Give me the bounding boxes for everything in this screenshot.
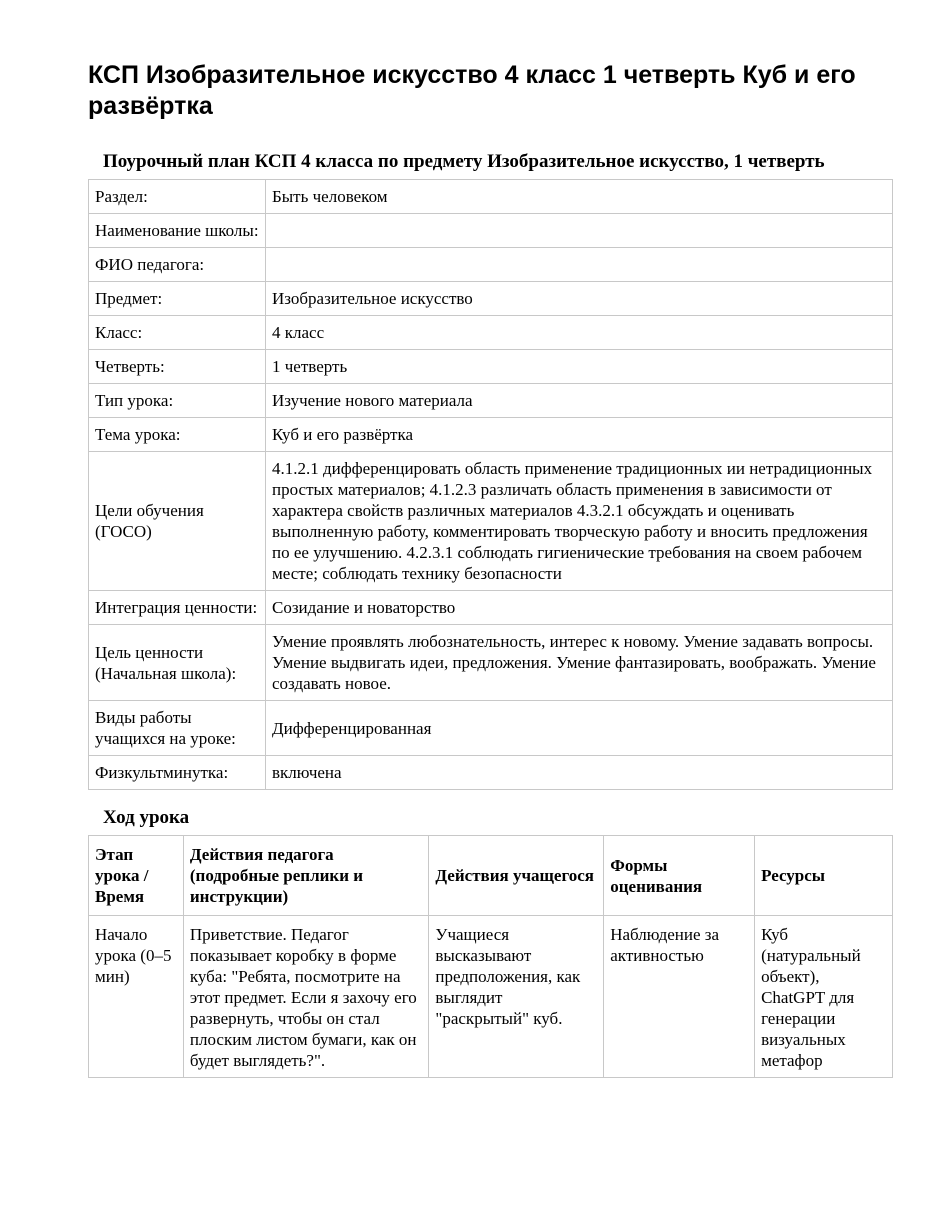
- cell-teacher-actions: Приветствие. Педагог показывает коробку в форме куба: "Ребята, посмотрите на этот предмет. Если я захочу его развернуть, чтобы он стал плоским листом бумаги, как он будет выглядеть?".: [183, 916, 429, 1078]
- table-row: [89, 418, 893, 452]
- info-value-quarter: 1 четверть: [266, 350, 893, 384]
- column-header-student-actions: Действия учащегося: [429, 836, 604, 916]
- info-value-value-goal: Умение проявлять любознательность, интерес к новому. Умение задавать вопросы. Умение выдвигать идеи, предложения. Умение фантазировать, воображать. Умение создавать новое.: [266, 625, 893, 701]
- cell-stage: Начало урока (0–5 мин): [89, 916, 184, 1078]
- info-label-value-goal: Цель ценности (Начальная школа):: [89, 625, 266, 701]
- table-row: [89, 180, 893, 214]
- info-value-work-types: Дифференцированная: [266, 701, 893, 756]
- info-label-topic: Тема урока:: [89, 418, 266, 452]
- column-header-stage: Этап урока / Время: [89, 836, 184, 916]
- info-value-school: [266, 214, 893, 248]
- table-row: [89, 214, 893, 248]
- plan-subtitle: Поурочный план КСП 4 класса по предмету Изобразительное искусство, 1 четверть: [103, 151, 825, 172]
- table-row: [89, 625, 893, 701]
- info-value-topic: Куб и его развёртка: [266, 418, 893, 452]
- info-label-pe-break: Физкультминутка:: [89, 756, 266, 790]
- cell-resources: Куб (натуральный объект), ChatGPT для генерации визуальных метафор: [755, 916, 893, 1078]
- document-title: КСП Изобразительное искусство 4 класс 1 четверть Куб и его развёртка: [88, 61, 856, 120]
- column-header-assessment: Формы оценивания: [604, 836, 755, 916]
- info-value-pe-break: включена: [266, 756, 893, 790]
- table-row: [89, 316, 893, 350]
- table-row: [89, 756, 893, 790]
- info-label-lesson-type: Тип урока:: [89, 384, 266, 418]
- info-value-lesson-type: Изучение нового материала: [266, 384, 893, 418]
- column-header-teacher-actions: Действия педагога (подробные реплики и инструкции): [183, 836, 429, 916]
- info-label-subject: Предмет:: [89, 282, 266, 316]
- info-label-objectives: Цели обучения (ГОСО): [89, 452, 266, 591]
- lesson-info-table: [88, 179, 893, 790]
- info-label-values: Интеграция ценности:: [89, 591, 266, 625]
- info-value-subject: Изобразительное искусство: [266, 282, 893, 316]
- table-row: [89, 248, 893, 282]
- table-row: [89, 384, 893, 418]
- table-row: [89, 452, 893, 591]
- info-value-values: Созидание и новаторство: [266, 591, 893, 625]
- cell-student-actions: Учащиеся высказывают предположения, как выглядит "раскрытый" куб.: [429, 916, 604, 1078]
- table-row: [89, 701, 893, 756]
- info-value-objectives: 4.1.2.1 дифференцировать область применение традиционных ии нетрадиционных простых материалов; 4.1.2.3 различать область применения в зависимости от характера свойств различных материалов 4.3.2.1 обсуждать и оценивать выполненную работу, комментировать творческую работу и вносить предложения по ее улучшению. 4.2.3.1 соблюдать гигиенические требования на своем рабочем месте; соблюдать технику безопасности: [266, 452, 893, 591]
- column-header-resources: Ресурсы: [755, 836, 893, 916]
- table-row: [89, 350, 893, 384]
- table-header-row: [89, 836, 893, 916]
- table-row: [89, 916, 893, 1078]
- info-label-work-types: Виды работы учащихся на уроке:: [89, 701, 266, 756]
- info-label-section: Раздел:: [89, 180, 266, 214]
- info-label-quarter: Четверть:: [89, 350, 266, 384]
- lesson-progress-table: [88, 835, 893, 1078]
- cell-assessment: Наблюдение за активностью: [604, 916, 755, 1078]
- lesson-progress-heading: Ход урока: [103, 807, 190, 828]
- document-page: [88, 60, 893, 1078]
- info-value-section: Быть человеком: [266, 180, 893, 214]
- info-value-grade: 4 класс: [266, 316, 893, 350]
- info-value-teacher: [266, 248, 893, 282]
- info-label-school: Наименование школы:: [89, 214, 266, 248]
- table-row: [89, 591, 893, 625]
- info-label-teacher: ФИО педагога:: [89, 248, 266, 282]
- info-label-grade: Класс:: [89, 316, 266, 350]
- table-row: [89, 282, 893, 316]
